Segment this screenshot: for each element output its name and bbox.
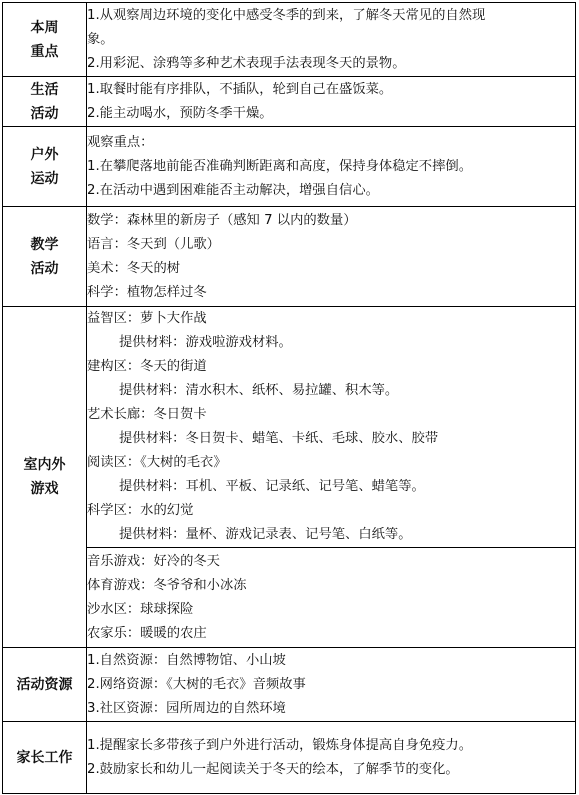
label-parents-text: 家长工作 xyxy=(16,749,73,766)
teaching-line-2: 语言：冬天到（儿歌） xyxy=(87,236,220,252)
games-other-line-4: 农家乐：暖暖的农庄 xyxy=(87,625,207,641)
outdoor-line-2: 1.在攀爬落地前能否准确判断距离和高度，保持身体稳定不摔倒。 xyxy=(87,158,472,174)
content-teaching xyxy=(87,207,576,307)
games-area-line-9: 科学区：水的幻觉 xyxy=(87,503,194,518)
resources-line-1: 1.自然资源：自然博物馆、小山坡 xyxy=(87,652,286,668)
label-outdoor xyxy=(3,127,87,207)
label-daily-life-text: 生活活动 xyxy=(30,81,59,122)
games-area-line-4: 提供材料：清水积木、纸杯、易拉罐、积木等。 xyxy=(119,383,399,398)
focus-line-3: 2.用彩泥、涂鸦等多种艺术表现手法表现冬天的景物。 xyxy=(87,55,406,71)
row-resources xyxy=(3,648,576,722)
content-resources xyxy=(87,648,576,722)
games-area-line-10: 提供材料：量杯、游戏记录表、记号笔、白纸等。 xyxy=(119,527,412,542)
label-teaching xyxy=(3,207,87,307)
games-area-line-2: 提供材料：游戏啦游戏材料。 xyxy=(119,335,292,350)
row-focus xyxy=(3,3,576,77)
games-other-line-2: 体育游戏：冬爷爷和小冰冻 xyxy=(87,577,247,593)
label-outdoor-text: 户外运动 xyxy=(30,146,59,187)
teaching-line-1: 数学：森林里的新房子（感知 7 以内的数量） xyxy=(87,212,357,228)
content-games-other xyxy=(87,548,576,648)
label-resources xyxy=(3,648,87,722)
content-focus xyxy=(87,3,576,77)
row-teaching xyxy=(3,207,576,307)
outdoor-line-3: 2.在活动中遇到困难能否主动解决，增强自信心。 xyxy=(87,182,379,198)
label-games-text: 室内外游戏 xyxy=(23,457,66,497)
daily-life-line-1: 1.取餐时能有序排队，不插队，轮到自己在盛饭菜。 xyxy=(87,81,393,97)
games-area-line-8: 提供材料：耳机、平板、记录纸、记号笔、蜡笔等。 xyxy=(119,479,425,494)
row-games-b xyxy=(3,548,576,648)
row-outdoor xyxy=(3,127,576,207)
parents-line-2: 2.鼓励家长和幼儿一起阅读关于冬天的绘本，了解季节的变化。 xyxy=(87,761,459,777)
row-parents xyxy=(3,722,576,794)
content-outdoor xyxy=(87,127,576,207)
daily-life-line-2: 2.能主动喝水，预防冬季干燥。 xyxy=(87,105,273,121)
label-focus xyxy=(3,3,87,77)
games-other-line-3: 沙水区：球球探险 xyxy=(87,601,194,617)
games-area-line-1: 益智区：萝卜大作战 xyxy=(87,311,207,326)
label-daily-life xyxy=(3,77,87,127)
games-area-line-5: 艺术长廊：冬日贺卡 xyxy=(87,407,207,422)
row-daily-life xyxy=(3,77,576,127)
content-games-areas xyxy=(87,307,576,548)
focus-line-1: 1.从观察周边环境的变化中感受冬季的到来，了解冬天常见的自然现 xyxy=(87,7,486,23)
teaching-line-4: 科学：植物怎样过冬 xyxy=(87,284,207,300)
row-games-a xyxy=(3,307,576,548)
resources-line-3: 3.社区资源：园所周边的自然环境 xyxy=(87,700,286,716)
weekly-plan-table xyxy=(2,2,576,794)
parents-line-1: 1.提醒家长多带孩子到户外进行活动，锻炼身体提高自身免疫力。 xyxy=(87,737,472,753)
teaching-line-3: 美术：冬天的树 xyxy=(87,260,181,276)
games-area-line-7: 阅读区：《大树的毛衣》 xyxy=(87,455,227,470)
label-parents xyxy=(3,722,87,794)
resources-line-2: 2.网络资源：《大树的毛衣》音频故事 xyxy=(87,676,306,692)
outdoor-line-1: 观察重点： xyxy=(87,134,154,150)
content-parents xyxy=(87,722,576,794)
label-games xyxy=(3,307,87,648)
games-area-line-6: 提供材料：冬日贺卡、蜡笔、卡纸、毛球、胶水、胶带 xyxy=(119,431,439,446)
games-area-line-3: 建构区：冬天的街道 xyxy=(87,359,207,374)
games-other-line-1: 音乐游戏：好冷的冬天 xyxy=(87,553,220,569)
content-daily-life xyxy=(87,77,576,127)
label-focus-text: 本周重点 xyxy=(30,19,59,60)
label-teaching-text: 教学活动 xyxy=(30,236,59,277)
label-resources-text: 活动资源 xyxy=(16,676,73,693)
focus-line-2: 象。 xyxy=(87,31,114,47)
